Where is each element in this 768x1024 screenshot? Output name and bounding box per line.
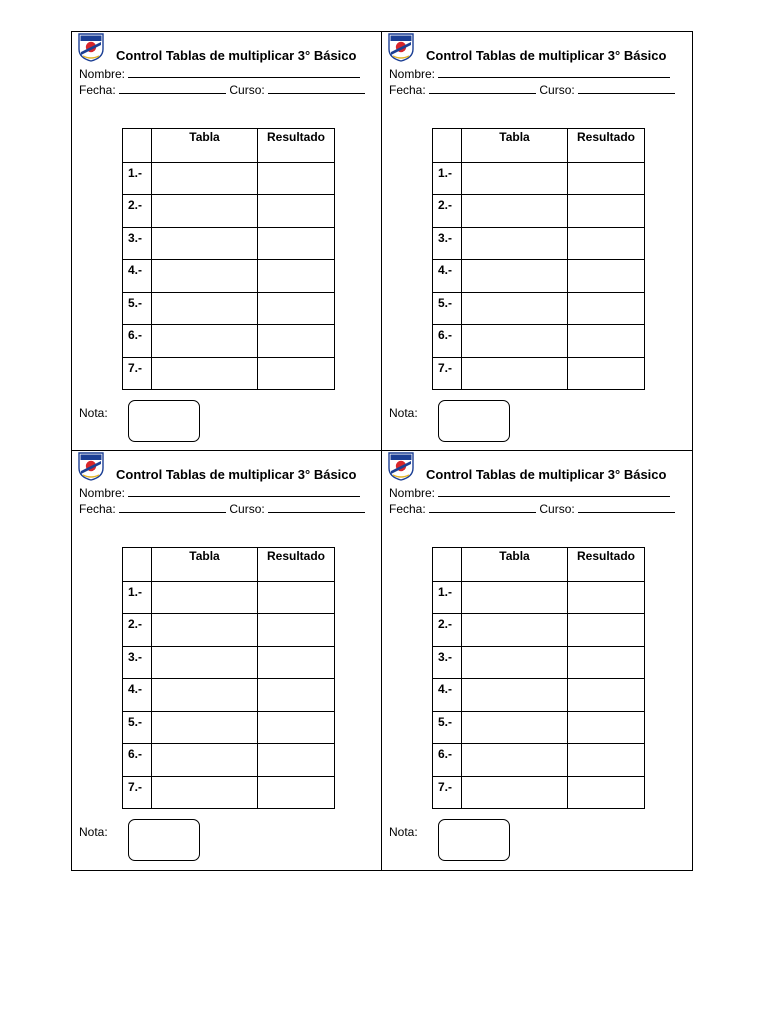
table-row bbox=[123, 195, 335, 228]
row-number-header bbox=[123, 548, 152, 582]
multiplication-table bbox=[122, 547, 335, 809]
tabla-cell[interactable] bbox=[462, 711, 568, 744]
curso-label: Curso: bbox=[229, 83, 265, 97]
tabla-cell[interactable] bbox=[462, 679, 568, 712]
table-row bbox=[433, 292, 645, 325]
fecha-label: Fecha: bbox=[79, 502, 116, 516]
table-row bbox=[433, 357, 645, 390]
table-header-row bbox=[433, 548, 645, 582]
row-number: 6.- bbox=[433, 744, 462, 777]
fecha-label: Fecha: bbox=[389, 83, 426, 97]
resultado-cell[interactable] bbox=[258, 357, 335, 390]
tabla-cell[interactable] bbox=[152, 325, 258, 358]
nota-label: Nota: bbox=[389, 406, 418, 420]
multiplication-table bbox=[432, 128, 645, 390]
curso-label: Curso: bbox=[229, 502, 265, 516]
resultado-cell[interactable] bbox=[568, 744, 645, 777]
nombre-field[interactable] bbox=[438, 66, 670, 78]
table-row bbox=[123, 227, 335, 260]
multiplication-table bbox=[432, 547, 645, 809]
row-number: 5.- bbox=[123, 292, 152, 325]
row-number: 2.- bbox=[433, 195, 462, 228]
fecha-label: Fecha: bbox=[389, 502, 426, 516]
resultado-cell[interactable] bbox=[258, 227, 335, 260]
table-row bbox=[123, 776, 335, 809]
row-number: 7.- bbox=[123, 357, 152, 390]
table-row bbox=[433, 260, 645, 293]
resultado-cell[interactable] bbox=[258, 195, 335, 228]
tabla-cell[interactable] bbox=[462, 260, 568, 293]
nota-label: Nota: bbox=[79, 406, 108, 420]
table-row bbox=[433, 195, 645, 228]
tabla-cell[interactable] bbox=[462, 162, 568, 195]
table-header-row bbox=[433, 129, 645, 163]
tabla-cell[interactable] bbox=[152, 162, 258, 195]
curso-field[interactable] bbox=[268, 82, 365, 94]
row-number: 7.- bbox=[433, 776, 462, 809]
resultado-cell[interactable] bbox=[568, 679, 645, 712]
row-number: 2.- bbox=[433, 614, 462, 647]
tabla-cell[interactable] bbox=[462, 292, 568, 325]
row-number: 5.- bbox=[433, 711, 462, 744]
nombre-label: Nombre: bbox=[79, 486, 126, 500]
row-number: 7.- bbox=[433, 357, 462, 390]
resultado-cell[interactable] bbox=[258, 162, 335, 195]
tabla-cell[interactable] bbox=[152, 744, 258, 777]
row-number: 1.- bbox=[123, 162, 152, 195]
resultado-cell[interactable] bbox=[568, 357, 645, 390]
row-number: 5.- bbox=[433, 292, 462, 325]
resultado-cell[interactable] bbox=[258, 776, 335, 809]
resultado-cell[interactable] bbox=[568, 292, 645, 325]
tabla-cell[interactable] bbox=[462, 744, 568, 777]
table-row bbox=[123, 744, 335, 777]
resultado-cell[interactable] bbox=[258, 711, 335, 744]
row-number: 3.- bbox=[123, 646, 152, 679]
table-row bbox=[433, 646, 645, 679]
school-crest-icon bbox=[78, 32, 104, 62]
resultado-cell[interactable] bbox=[258, 581, 335, 614]
resultado-cell[interactable] bbox=[568, 614, 645, 647]
curso-label: Curso: bbox=[539, 502, 575, 516]
school-crest-icon bbox=[388, 451, 414, 481]
nombre-line bbox=[389, 485, 670, 500]
tabla-cell[interactable] bbox=[152, 227, 258, 260]
tabla-header: Tabla bbox=[152, 548, 258, 582]
table-row bbox=[123, 679, 335, 712]
table-row bbox=[433, 614, 645, 647]
row-number: 3.- bbox=[433, 227, 462, 260]
resultado-header: Resultado bbox=[568, 129, 645, 163]
row-number: 2.- bbox=[123, 614, 152, 647]
table-row bbox=[123, 260, 335, 293]
nombre-field[interactable] bbox=[438, 485, 670, 497]
tabla-cell[interactable] bbox=[152, 646, 258, 679]
nombre-field[interactable] bbox=[128, 66, 360, 78]
resultado-cell[interactable] bbox=[568, 776, 645, 809]
table-row bbox=[433, 325, 645, 358]
tabla-cell[interactable] bbox=[152, 776, 258, 809]
multiplication-table bbox=[122, 128, 335, 390]
control-card bbox=[72, 32, 382, 451]
fecha-curso-line bbox=[79, 501, 365, 516]
nota-box[interactable] bbox=[438, 400, 510, 442]
table-header-row bbox=[123, 548, 335, 582]
nombre-label: Nombre: bbox=[79, 67, 126, 81]
nota-label: Nota: bbox=[79, 825, 108, 839]
nombre-label: Nombre: bbox=[389, 67, 436, 81]
resultado-cell[interactable] bbox=[568, 646, 645, 679]
nombre-line bbox=[79, 485, 360, 500]
curso-label: Curso: bbox=[539, 83, 575, 97]
row-number: 4.- bbox=[433, 260, 462, 293]
row-number: 1.- bbox=[433, 162, 462, 195]
row-number-header bbox=[123, 129, 152, 163]
card-title: Control Tablas de multiplicar 3° Básico bbox=[116, 467, 357, 482]
row-number: 1.- bbox=[433, 581, 462, 614]
nombre-line bbox=[79, 66, 360, 81]
table-row bbox=[433, 711, 645, 744]
fecha-field[interactable] bbox=[429, 82, 536, 94]
card-title: Control Tablas de multiplicar 3° Básico bbox=[426, 48, 667, 63]
resultado-cell[interactable] bbox=[568, 711, 645, 744]
tabla-cell[interactable] bbox=[462, 195, 568, 228]
curso-field[interactable] bbox=[578, 501, 675, 513]
resultado-cell[interactable] bbox=[568, 227, 645, 260]
resultado-cell[interactable] bbox=[258, 325, 335, 358]
tabla-header: Tabla bbox=[462, 129, 568, 163]
nombre-line bbox=[389, 66, 670, 81]
table-row bbox=[433, 776, 645, 809]
table-row bbox=[433, 227, 645, 260]
resultado-cell[interactable] bbox=[568, 195, 645, 228]
card-title: Control Tablas de multiplicar 3° Básico bbox=[426, 467, 667, 482]
table-row bbox=[433, 581, 645, 614]
resultado-header: Resultado bbox=[568, 548, 645, 582]
resultado-header: Resultado bbox=[258, 129, 335, 163]
control-card bbox=[382, 451, 692, 870]
school-crest-icon bbox=[388, 32, 414, 62]
row-number: 6.- bbox=[123, 325, 152, 358]
table-row bbox=[433, 744, 645, 777]
worksheet-grid bbox=[71, 31, 693, 871]
table-row bbox=[123, 711, 335, 744]
tabla-header: Tabla bbox=[462, 548, 568, 582]
resultado-cell[interactable] bbox=[568, 581, 645, 614]
card-title: Control Tablas de multiplicar 3° Básico bbox=[116, 48, 357, 63]
tabla-cell[interactable] bbox=[152, 679, 258, 712]
nota-box[interactable] bbox=[128, 400, 200, 442]
tabla-cell[interactable] bbox=[152, 614, 258, 647]
resultado-cell[interactable] bbox=[568, 260, 645, 293]
table-row bbox=[123, 325, 335, 358]
nombre-label: Nombre: bbox=[389, 486, 436, 500]
tabla-cell[interactable] bbox=[152, 357, 258, 390]
resultado-cell[interactable] bbox=[258, 744, 335, 777]
fecha-field[interactable] bbox=[429, 501, 536, 513]
nota-label: Nota: bbox=[389, 825, 418, 839]
fecha-label: Fecha: bbox=[79, 83, 116, 97]
row-number: 4.- bbox=[433, 679, 462, 712]
tabla-cell[interactable] bbox=[462, 357, 568, 390]
table-row bbox=[123, 292, 335, 325]
resultado-header: Resultado bbox=[258, 548, 335, 582]
fecha-field[interactable] bbox=[119, 82, 226, 94]
tabla-cell[interactable] bbox=[152, 581, 258, 614]
tabla-header: Tabla bbox=[152, 129, 258, 163]
fecha-curso-line bbox=[389, 501, 675, 516]
tabla-cell[interactable] bbox=[152, 195, 258, 228]
table-row bbox=[123, 357, 335, 390]
tabla-cell[interactable] bbox=[152, 711, 258, 744]
tabla-cell[interactable] bbox=[462, 776, 568, 809]
row-number: 4.- bbox=[123, 260, 152, 293]
tabla-cell[interactable] bbox=[462, 581, 568, 614]
row-number: 3.- bbox=[123, 227, 152, 260]
school-crest-icon bbox=[78, 451, 104, 481]
table-row bbox=[123, 162, 335, 195]
row-number: 2.- bbox=[123, 195, 152, 228]
curso-field[interactable] bbox=[578, 82, 675, 94]
table-header-row bbox=[123, 129, 335, 163]
tabla-cell[interactable] bbox=[462, 614, 568, 647]
nota-box[interactable] bbox=[128, 819, 200, 861]
row-number: 7.- bbox=[123, 776, 152, 809]
row-number: 5.- bbox=[123, 711, 152, 744]
table-row bbox=[123, 581, 335, 614]
curso-field[interactable] bbox=[268, 501, 365, 513]
tabla-cell[interactable] bbox=[462, 227, 568, 260]
fecha-curso-line bbox=[79, 82, 365, 97]
table-row bbox=[433, 679, 645, 712]
table-row bbox=[433, 162, 645, 195]
tabla-cell[interactable] bbox=[462, 646, 568, 679]
row-number: 3.- bbox=[433, 646, 462, 679]
row-number-header bbox=[433, 548, 462, 582]
row-number: 6.- bbox=[433, 325, 462, 358]
row-number: 4.- bbox=[123, 679, 152, 712]
resultado-cell[interactable] bbox=[258, 646, 335, 679]
fecha-field[interactable] bbox=[119, 501, 226, 513]
row-number: 6.- bbox=[123, 744, 152, 777]
nota-box[interactable] bbox=[438, 819, 510, 861]
nombre-field[interactable] bbox=[128, 485, 360, 497]
row-number-header bbox=[433, 129, 462, 163]
resultado-cell[interactable] bbox=[258, 260, 335, 293]
control-card bbox=[72, 451, 382, 870]
control-card bbox=[382, 32, 692, 451]
row-number: 1.- bbox=[123, 581, 152, 614]
tabla-cell[interactable] bbox=[152, 292, 258, 325]
resultado-cell[interactable] bbox=[568, 325, 645, 358]
table-row bbox=[123, 614, 335, 647]
resultado-cell[interactable] bbox=[258, 614, 335, 647]
resultado-cell[interactable] bbox=[568, 162, 645, 195]
resultado-cell[interactable] bbox=[258, 679, 335, 712]
table-row bbox=[123, 646, 335, 679]
tabla-cell[interactable] bbox=[152, 260, 258, 293]
fecha-curso-line bbox=[389, 82, 675, 97]
resultado-cell[interactable] bbox=[258, 292, 335, 325]
tabla-cell[interactable] bbox=[462, 325, 568, 358]
